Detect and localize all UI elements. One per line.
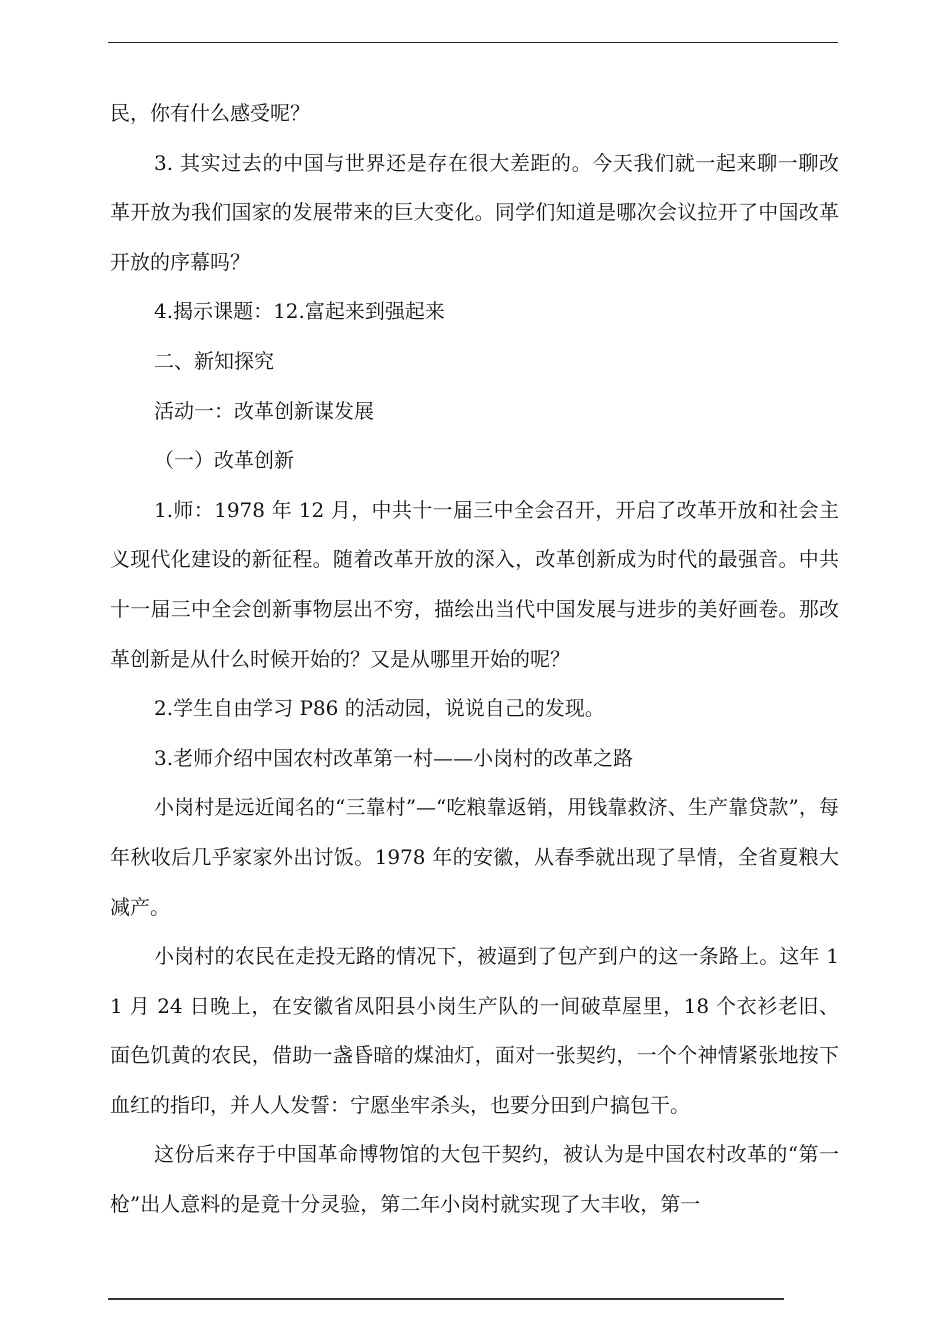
paragraph-2: 3. 其实过去的中国与世界还是存在很大差距的。今天我们就一起来聊一聊改革开放为我们国家的发展带来的巨大变化。同学们知道是哪次会议拉开了中国改革开放的序幕吗？ bbox=[110, 150, 839, 274]
paragraph-7: 1.师：1978 年 12 月，中共十一届三中全会召开，开启了改革开放和社会主义现代化建设的新征程。随着改革开放的深入，改革创新成为时代的最强音。中共十一届三中全会创新事物层出不穷，描绘出当代中国发展与进步的美好画卷。那改革创新是从什么时候开始的？又是从哪里开始的呢？ bbox=[110, 497, 839, 671]
paragraph-10: 小岗村是远近闻名的“三靠村”—“吃粮靠返销，用钱靠救济、生产靠贷款”，每年秋收后几乎家家外出讨饭。1978 年的安徽，从春季就出现了旱情，全省夏粮大减产。 bbox=[110, 795, 839, 919]
paragraph-11: 小岗村的农民在走投无路的情况下，被逼到了包产到户的这一条路上。这年 11 月 24 日晚上，在安徽省凤阳县小岗生产队的一间破草屋里，18 个衣衫老旧、面色饥黄的农民，借助一盏昏暗的煤油灯，面对一张契约，一个个神情紧张地按下血红的指印，并人人发誓：宁愿坐牢杀头，也要分田到户搞包干。 bbox=[110, 944, 839, 1117]
paragraph-3: 4.揭示课题：12.富起来到强起来 bbox=[154, 299, 445, 324]
footer-rule bbox=[108, 1298, 784, 1300]
document-body bbox=[110, 89, 839, 1230]
paragraph-1: 民，你有什么感受呢？ bbox=[110, 101, 310, 125]
paragraph-12: 这份后来存于中国革命博物馆的大包干契约，被认为是中国农村改革的“第一枪”出人意料的是竟十分灵验，第二年小岗村就实现了大丰收，第一 bbox=[110, 1142, 839, 1217]
header-rule bbox=[108, 42, 838, 43]
section-heading: 二、新知探究 bbox=[154, 348, 274, 373]
paragraph-8: 2.学生自由学习 P86 的活动园，说说自己的发现。 bbox=[154, 696, 605, 721]
subsection-heading: （一）改革创新 bbox=[154, 448, 294, 473]
activity-heading: 活动一：改革创新谋发展 bbox=[154, 398, 374, 423]
paragraph-9: 3.老师介绍中国农村改革第一村——小岗村的改革之路 bbox=[154, 745, 634, 770]
